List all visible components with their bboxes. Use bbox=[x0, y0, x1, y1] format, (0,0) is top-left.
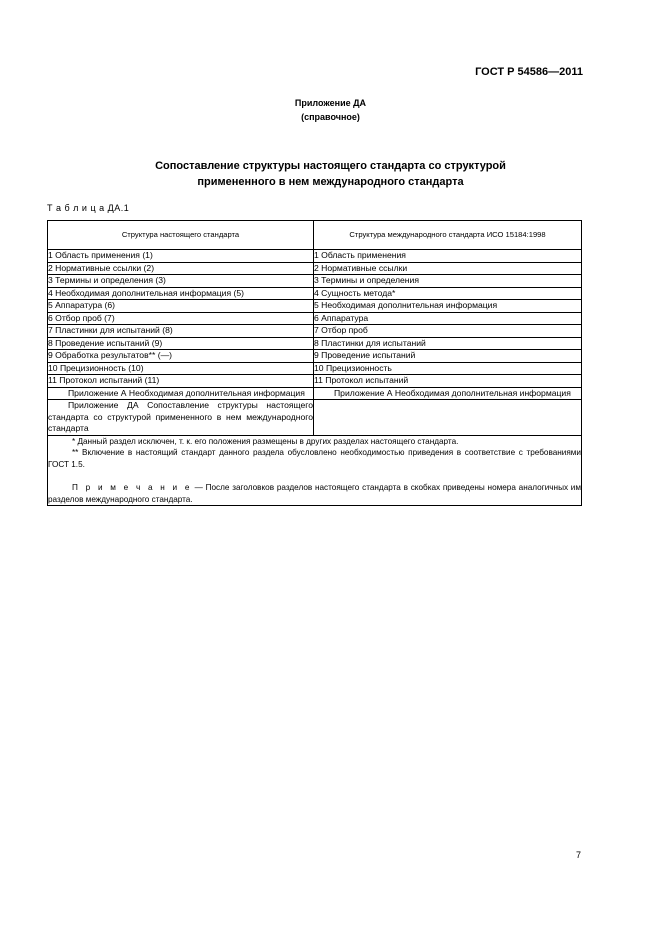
cell-national: 1 Область применения (1) bbox=[48, 250, 314, 263]
table-row bbox=[48, 350, 582, 363]
table-notes-row bbox=[48, 435, 582, 506]
table-row bbox=[48, 312, 582, 325]
appendix-subtitle: (справочное) bbox=[301, 112, 360, 122]
table-row bbox=[48, 325, 582, 338]
table-row bbox=[48, 300, 582, 313]
table-row bbox=[48, 375, 582, 388]
table-header-row bbox=[48, 221, 582, 250]
cell-international: 11 Протокол испытаний bbox=[314, 375, 582, 388]
cell-international: 5 Необходимая дополнительная информация bbox=[314, 300, 582, 313]
note-text: — После заголовков разделов настоящего стандарта в скобках приведены номера аналогичных им разделов международного стандарта. bbox=[48, 483, 581, 504]
table-row bbox=[48, 250, 582, 263]
cell-national: 11 Протокол испытаний (11) bbox=[48, 375, 314, 388]
cell-international: Приложение А Необходимая дополнительная информация bbox=[314, 387, 582, 400]
cell-international: 9 Проведение испытаний bbox=[314, 350, 582, 363]
cell-international bbox=[314, 400, 582, 436]
note-label: П р и м е ч а н и е bbox=[72, 483, 192, 493]
header-national: Структура настоящего стандарта bbox=[48, 221, 314, 250]
comparison-table bbox=[47, 220, 582, 506]
cell-international: 4 Сущность метода* bbox=[314, 287, 582, 300]
table-notes bbox=[48, 435, 582, 506]
header-international: Структура международного стандарта ИСО 15184:1998 bbox=[314, 221, 582, 250]
cell-national: 3 Термины и определения (3) bbox=[48, 275, 314, 288]
cell-national: Приложение ДА Сопоставление структуры настоящего стандарта со структурой примененного в нем международного стандарта bbox=[48, 400, 313, 433]
table-row bbox=[48, 337, 582, 350]
cell-international: 8 Пластинки для испытаний bbox=[314, 337, 582, 350]
cell-international: 7 Отбор проб bbox=[314, 325, 582, 338]
section-title-line2: примененного в нем международного стандарта bbox=[197, 176, 464, 188]
table-row bbox=[48, 275, 582, 288]
section-title-line1: Сопоставление структуры настоящего стандарта со структурой bbox=[155, 160, 506, 172]
table-row bbox=[48, 387, 582, 400]
standard-id: ГОСТ Р 54586—2011 bbox=[475, 66, 583, 78]
cell-national: 8 Проведение испытаний (9) bbox=[48, 337, 314, 350]
cell-national: 9 Обработка результатов** (—) bbox=[48, 350, 314, 363]
table-note bbox=[48, 482, 581, 505]
cell-international: 6 Аппаратура bbox=[314, 312, 582, 325]
table-row bbox=[48, 287, 582, 300]
table-row bbox=[48, 262, 582, 275]
page-number: 7 bbox=[575, 850, 581, 860]
cell-international: 10 Прецизионность bbox=[314, 362, 582, 375]
cell-national: 2 Нормативные ссылки (2) bbox=[48, 262, 314, 275]
appendix-title: Приложение ДА bbox=[294, 98, 367, 108]
cell-national: 5 Аппаратура (6) bbox=[48, 300, 314, 313]
cell-international: 2 Нормативные ссылки bbox=[314, 262, 582, 275]
cell-international: 1 Область применения bbox=[314, 250, 582, 263]
cell-national: 10 Прецизионность (10) bbox=[48, 362, 314, 375]
footnote-1: * Данный раздел исключен, т. к. его положения размещены в других разделах настоящего стандарта. bbox=[72, 436, 459, 446]
cell-national: 7 Пластинки для испытаний (8) bbox=[48, 325, 314, 338]
footnote-2: ** Включение в настоящий стандарт данного раздела обусловлено необходимостью приведения в соответствие с требованиями ГОСТ 1.5. bbox=[48, 448, 581, 469]
cell-national: 6 Отбор проб (7) bbox=[48, 312, 314, 325]
cell-national: Приложение А Необходимая дополнительная информация bbox=[48, 387, 314, 400]
table-row bbox=[48, 400, 582, 436]
section-title bbox=[0, 158, 661, 190]
cell-national: 4 Необходимая дополнительная информация (5) bbox=[48, 287, 314, 300]
table-caption: Т а б л и ц а ДА.1 bbox=[47, 203, 130, 213]
cell-international: 3 Термины и определения bbox=[314, 275, 582, 288]
appendix-heading bbox=[0, 96, 661, 124]
table-row bbox=[48, 362, 582, 375]
